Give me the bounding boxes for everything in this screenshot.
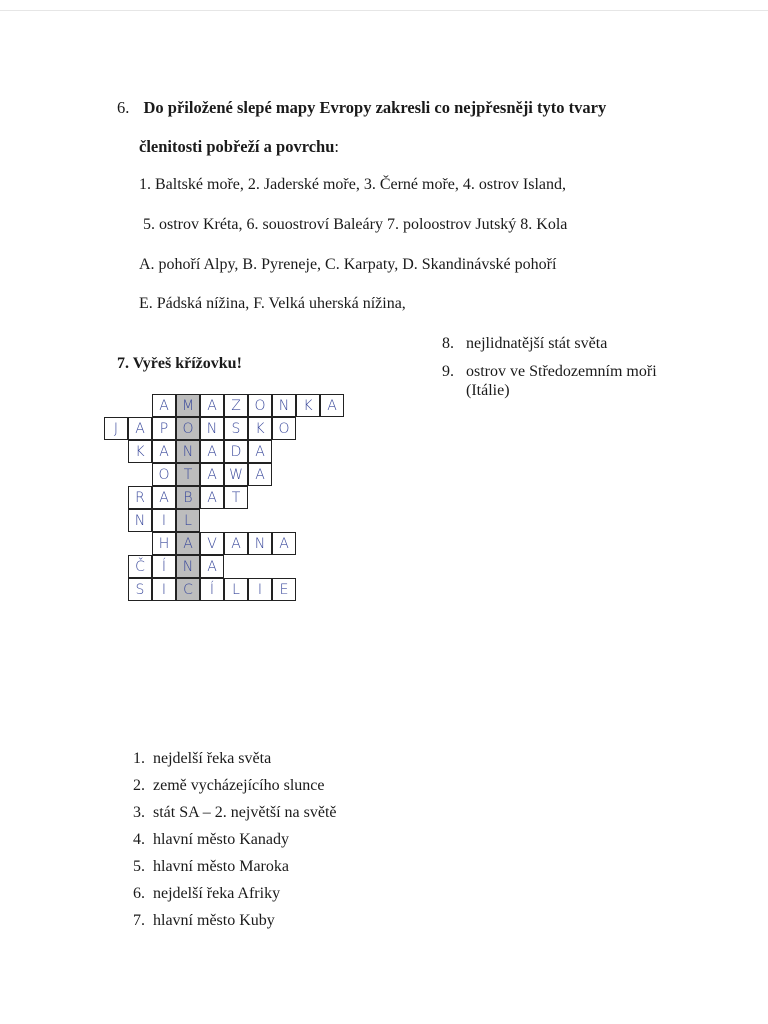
crossword-cell: A <box>200 555 224 578</box>
clue-number: 6. <box>133 885 145 902</box>
crossword-cell: K <box>128 440 152 463</box>
clue-number: 8. <box>442 335 454 352</box>
clue-number: 4. <box>133 831 145 848</box>
crossword-cell: O <box>272 417 296 440</box>
task6-title-colon: : <box>334 137 339 156</box>
clue-text: hlavní město Kuby <box>153 912 275 929</box>
crossword-cell: J <box>104 417 128 440</box>
clue-9 <box>442 363 657 381</box>
crossword-cell: S <box>224 417 248 440</box>
crossword-cell: A <box>200 394 224 417</box>
crossword-cell: H <box>152 532 176 555</box>
clue-number: 2. <box>133 777 145 794</box>
clue-number: 9. <box>442 363 454 380</box>
crossword-cell: A <box>272 532 296 555</box>
crossword-cell: N <box>128 509 152 532</box>
crossword-cell: N <box>200 417 224 440</box>
crossword-cell: A <box>152 486 176 509</box>
crossword-solution-cell: O <box>176 417 200 440</box>
crossword-cell: W <box>224 463 248 486</box>
clue-number: 7. <box>133 912 145 929</box>
crossword-cell: A <box>152 440 176 463</box>
top-edge-line <box>0 10 768 11</box>
clue-text: země vycházejícího slunce <box>153 777 325 794</box>
crossword-cell: N <box>248 532 272 555</box>
crossword-solution-cell: M <box>176 394 200 417</box>
crossword-cell: O <box>152 463 176 486</box>
crossword-cell: E <box>272 578 296 601</box>
task6-heading-line2 <box>139 137 339 157</box>
crossword-cell: A <box>224 532 248 555</box>
task6-title-line2: členitosti pobřeží a povrchu <box>139 137 335 156</box>
clue-text: nejlidnatější stát světa <box>466 335 608 352</box>
clue-text: nejdelší řeka Afriky <box>153 885 281 902</box>
crossword-cell: A <box>248 440 272 463</box>
crossword-grid <box>104 394 364 614</box>
clue-text: hlavní město Maroka <box>153 858 289 875</box>
crossword-cell: N <box>272 394 296 417</box>
clue-text: stát SA – 2. největší na světě <box>153 804 337 821</box>
crossword-cell: D <box>224 440 248 463</box>
crossword-cell: S <box>128 578 152 601</box>
task6-number: 6. <box>117 98 130 117</box>
crossword-cell: R <box>128 486 152 509</box>
crossword-cell: Í <box>152 555 176 578</box>
crossword-cell: A <box>152 394 176 417</box>
crossword-solution-cell: C <box>176 578 200 601</box>
crossword-solution-cell: N <box>176 440 200 463</box>
clue-number: 1. <box>133 750 145 767</box>
crossword-cell: Z <box>224 394 248 417</box>
crossword-solution-cell: B <box>176 486 200 509</box>
crossword-cell: P <box>152 417 176 440</box>
clue-7 <box>133 912 275 930</box>
task6-line1: 1. Baltské moře, 2. Jaderské moře, 3. Černé moře, 4. ostrov Island, <box>139 176 567 193</box>
crossword-cell: A <box>200 463 224 486</box>
crossword-cell: A <box>200 486 224 509</box>
task6-heading-line1 <box>117 98 606 118</box>
clue-4 <box>133 831 289 849</box>
clue-5 <box>133 858 289 876</box>
crossword-cell: K <box>296 394 320 417</box>
clue-text: (Itálie) <box>466 382 510 399</box>
crossword-cell: A <box>128 417 152 440</box>
crossword-cell: L <box>224 578 248 601</box>
task6-line3: A. pohoří Alpy, B. Pyreneje, C. Karpaty, D. Skandinávské pohoří <box>139 256 557 273</box>
crossword-cell: V <box>200 532 224 555</box>
clue-number: 5. <box>133 858 145 875</box>
task6-line4: E. Pádská nížina, F. Velká uherská nížina, <box>139 295 406 312</box>
crossword-cell: T <box>224 486 248 509</box>
task6-line2: 5. ostrov Kréta, 6. souostroví Baleáry 7. poloostrov Jutský 8. Kola <box>143 216 568 233</box>
crossword-cell: Č <box>128 555 152 578</box>
crossword-cell: I <box>152 509 176 532</box>
crossword-solution-cell: N <box>176 555 200 578</box>
clue-number: 3. <box>133 804 145 821</box>
crossword-cell: I <box>248 578 272 601</box>
clue-2 <box>133 777 324 795</box>
crossword-cell: A <box>200 440 224 463</box>
crossword-cell: O <box>248 394 272 417</box>
crossword-cell: A <box>248 463 272 486</box>
clue-1 <box>133 750 271 768</box>
clue-3 <box>133 804 337 822</box>
clue-text: nejdelší řeka světa <box>153 750 272 767</box>
crossword-solution-cell: L <box>176 509 200 532</box>
task7-title: 7. Vyřeš křížovku! <box>117 355 242 372</box>
clue-text: hlavní město Kanady <box>153 831 289 848</box>
clue-8 <box>442 335 607 353</box>
crossword-cell: Í <box>200 578 224 601</box>
crossword-solution-cell: T <box>176 463 200 486</box>
crossword-solution-cell: A <box>176 532 200 555</box>
clue-9-note <box>442 382 510 400</box>
crossword-cell: K <box>248 417 272 440</box>
task6-title-line1: Do přiložené slepé mapy Evropy zakresli co nejpřesněji tyto tvary <box>143 98 607 117</box>
clue-text: ostrov ve Středozemním moři <box>466 363 657 380</box>
crossword-cell: I <box>152 578 176 601</box>
crossword-cell: A <box>320 394 344 417</box>
clue-6 <box>133 885 280 903</box>
